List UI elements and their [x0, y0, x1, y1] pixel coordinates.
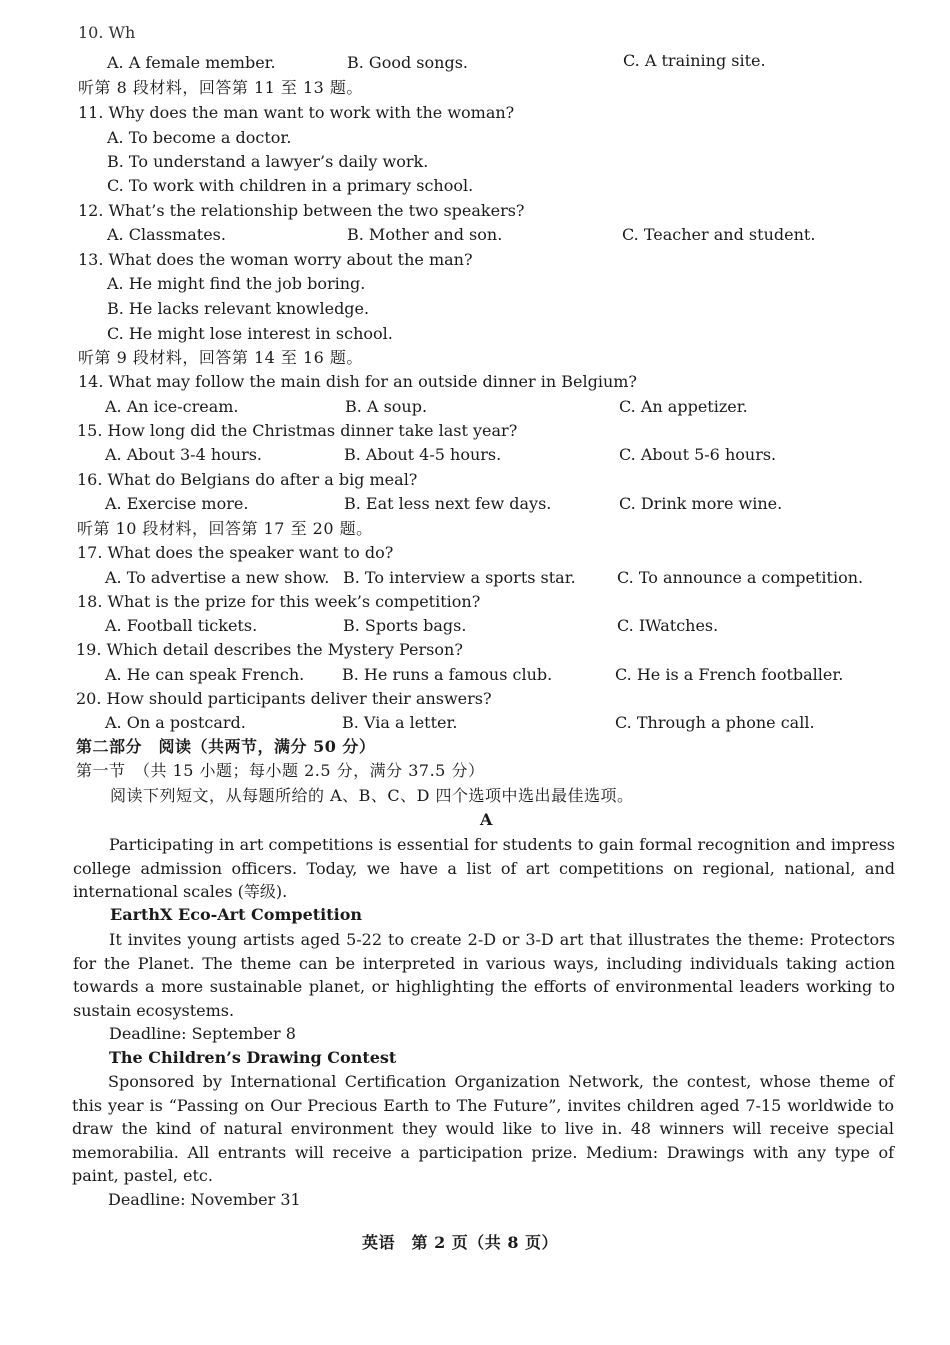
- q12-option-c: C. Teacher and student.: [622, 225, 816, 244]
- q20-option-b: B. Via a letter.: [342, 713, 458, 732]
- children-contest-title: The Children’s Drawing Contest: [109, 1048, 397, 1067]
- q14-stem: 14. What may follow the main dish for an outside dinner in Belgium?: [78, 372, 637, 391]
- children-contest-body: Sponsored by International Certification Organization Network, the contest, whose theme of this year is “Passing on Our Precious Earth to The Future”, invites children aged 7-15 worldwide to draw the kind of natural environment they would like to live in. 48 winners will receive special memorabilia. All entrants will receive a participation prize. Medium: Drawings with any type of paint, pastel, etc.: [72, 1072, 894, 1185]
- earthx-title: EarthX Eco-Art Competition: [110, 905, 362, 924]
- section-9-heading: 听第 9 段材料，回答第 14 至 16 题。: [78, 348, 363, 367]
- q13-option-c: C. He might lose interest in school.: [107, 324, 393, 343]
- q20-option-c: C. Through a phone call.: [615, 713, 815, 732]
- q12-option-b: B. Mother and son.: [347, 225, 503, 244]
- q19-option-b: B. He runs a famous club.: [342, 665, 553, 684]
- earthx-deadline: Deadline: September 8: [109, 1024, 296, 1043]
- q18-option-a: A. Football tickets.: [105, 616, 258, 635]
- q15-stem: 15. How long did the Christmas dinner take last year?: [77, 421, 518, 440]
- q17-option-c: C. To announce a competition.: [617, 568, 864, 587]
- earthx-body: It invites young artists aged 5-22 to create 2-D or 3-D art that illustrates the theme: Protectors for the Planet. The theme can be interpreted in various ways, including individuals taking action towards a more sustainable planet, or highlighting the efforts of environmental leaders working to sustain ecosystems.: [73, 930, 895, 1020]
- q19-option-c: C. He is a French footballer.: [615, 665, 844, 684]
- q10-stem-partial: 10. Wh: [78, 23, 136, 42]
- q19-stem: 19. Which detail describes the Mystery Person?: [76, 640, 463, 659]
- q16-stem: 16. What do Belgians do after a big meal?: [77, 470, 418, 489]
- passage-intro: [73, 833, 895, 904]
- q13-option-b: B. He lacks relevant knowledge.: [107, 299, 370, 318]
- q16-option-c: C. Drink more wine.: [619, 494, 783, 513]
- q20-stem: 20. How should participants deliver their answers?: [76, 689, 492, 708]
- section-1-heading: 第一节 （共 15 小题；每小题 2.5 分，满分 37.5 分）: [76, 761, 485, 780]
- earthx-section: [73, 928, 895, 1022]
- q11-option-a: A. To become a doctor.: [107, 128, 292, 147]
- q14-option-a: A. An ice-cream.: [105, 397, 239, 416]
- q11-stem: 11. Why does the man want to work with the woman?: [78, 103, 515, 122]
- passage-intro-text: Participating in art competitions is essential for students to gain formal recognition and impress college admission officers. Today, we have a list of art competitions on regional, national, and international scales (等级).: [73, 835, 895, 901]
- q15-option-c: C. About 5-6 hours.: [619, 445, 777, 464]
- section-8-heading: 听第 8 段材料，回答第 11 至 13 题。: [78, 78, 363, 97]
- part-2-heading: 第二部分 阅读（共两节，满分 50 分）: [76, 737, 376, 756]
- page-footer: 英语 第 2 页（共 8 页）: [362, 1233, 559, 1252]
- q14-option-b: B. A soup.: [345, 397, 428, 416]
- q11-option-c: C. To work with children in a primary school.: [107, 176, 474, 195]
- q10-option-a: A. A female member.: [107, 53, 276, 72]
- children-contest-deadline: Deadline: November 31: [108, 1190, 301, 1209]
- q10-option-b: B. Good songs.: [347, 53, 468, 72]
- children-contest-section: [72, 1070, 894, 1188]
- q16-option-b: B. Eat less next few days.: [344, 494, 552, 513]
- q19-option-a: A. He can speak French.: [105, 665, 305, 684]
- q12-stem: 12. What’s the relationship between the two speakers?: [78, 201, 525, 220]
- q20-option-a: A. On a postcard.: [105, 713, 246, 732]
- q18-stem: 18. What is the prize for this week’s competition?: [77, 592, 481, 611]
- q15-option-a: A. About 3-4 hours.: [105, 445, 263, 464]
- q18-option-b: B. Sports bags.: [343, 616, 467, 635]
- q18-option-c: C. IWatches.: [617, 616, 719, 635]
- q11-option-b: B. To understand a lawyer’s daily work.: [107, 152, 429, 171]
- q10-stem-cutoff: [78, 23, 438, 44]
- q10-option-c: C. A training site.: [623, 51, 766, 70]
- q12-option-a: A. Classmates.: [107, 225, 226, 244]
- q17-option-a: A. To advertise a new show.: [105, 568, 330, 587]
- q17-option-b: B. To interview a sports star.: [343, 568, 576, 587]
- q16-option-a: A. Exercise more.: [105, 494, 249, 513]
- reading-instruction: 阅读下列短文，从每题所给的 A、B、C、D 四个选项中选出最佳选项。: [110, 786, 634, 805]
- q13-stem: 13. What does the woman worry about the man?: [78, 250, 473, 269]
- passage-letter: A: [480, 810, 493, 829]
- q15-option-b: B. About 4-5 hours.: [344, 445, 502, 464]
- section-10-heading: 听第 10 段材料，回答第 17 至 20 题。: [77, 519, 373, 538]
- q17-stem: 17. What does the speaker want to do?: [77, 543, 394, 562]
- q14-option-c: C. An appetizer.: [619, 397, 748, 416]
- q13-option-a: A. He might find the job boring.: [107, 274, 366, 293]
